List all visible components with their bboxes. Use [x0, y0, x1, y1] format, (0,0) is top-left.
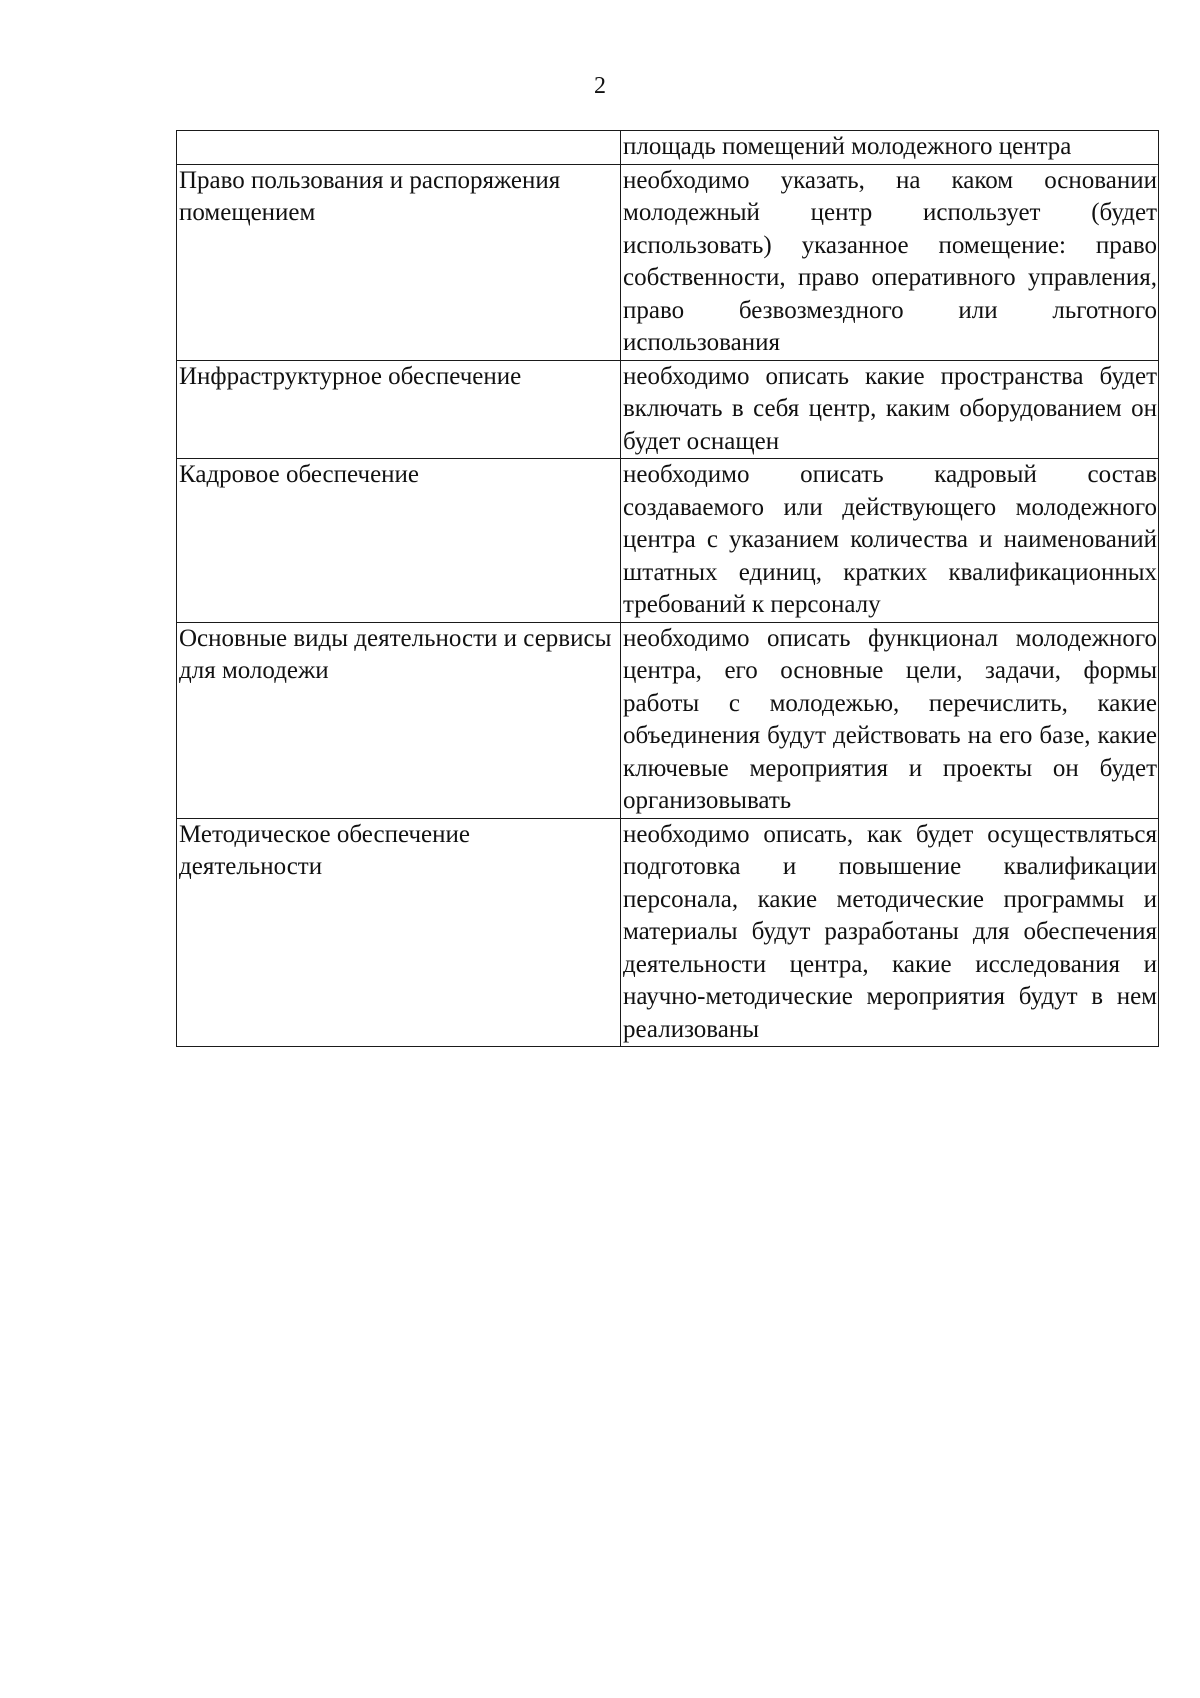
table-row — [177, 360, 1159, 459]
requirements-table — [176, 130, 1159, 1047]
table-row — [177, 459, 1159, 623]
table-cell-description: необходимо описать какие пространства будет включать в себя центр, каким оборудованием он будет оснащен — [621, 360, 1159, 459]
page-number: 2 — [594, 73, 606, 99]
table-row — [177, 818, 1159, 1047]
table-cell-criterion: Инфраструктурное обеспечение — [177, 360, 621, 459]
table-cell-criterion — [177, 131, 621, 165]
table-cell-description: площадь помещений молодежного центра — [621, 131, 1159, 165]
table-cell-criterion: Право пользования и распоряжения помещением — [177, 164, 621, 360]
table-row — [177, 622, 1159, 818]
table-cell-description: необходимо указать, на каком основании молодежный центр использует (будет использовать) указанное помещение: право собственности, право оперативного управления, право безвозмездного или льготного использования — [621, 164, 1159, 360]
table-cell-criterion: Методическое обеспечение деятельности — [177, 818, 621, 1047]
table-cell-description: необходимо описать функционал молодежного центра, его основные цели, задачи, формы работы с молодежью, перечислить, какие объединения будут действовать на его базе, какие ключевые мероприятия и проекты он будет организовывать — [621, 622, 1159, 818]
table-row — [177, 164, 1159, 360]
table-cell-description: необходимо описать кадровый состав создаваемого или действующего молодежного центра с указанием количества и наименований штатных единиц, кратких квалификационных требований к персоналу — [621, 459, 1159, 623]
table-cell-criterion: Основные виды деятельности и сервисы для молодежи — [177, 622, 621, 818]
table-cell-description: необходимо описать, как будет осуществляться подготовка и повышение квалификации персонала, какие методические программы и материалы будут разработаны для обеспечения деятельности центра, какие исследования и научно-методические мероприятия будут в нем реализованы — [621, 818, 1159, 1047]
table-cell-criterion: Кадровое обеспечение — [177, 459, 621, 623]
table-row — [177, 131, 1159, 165]
